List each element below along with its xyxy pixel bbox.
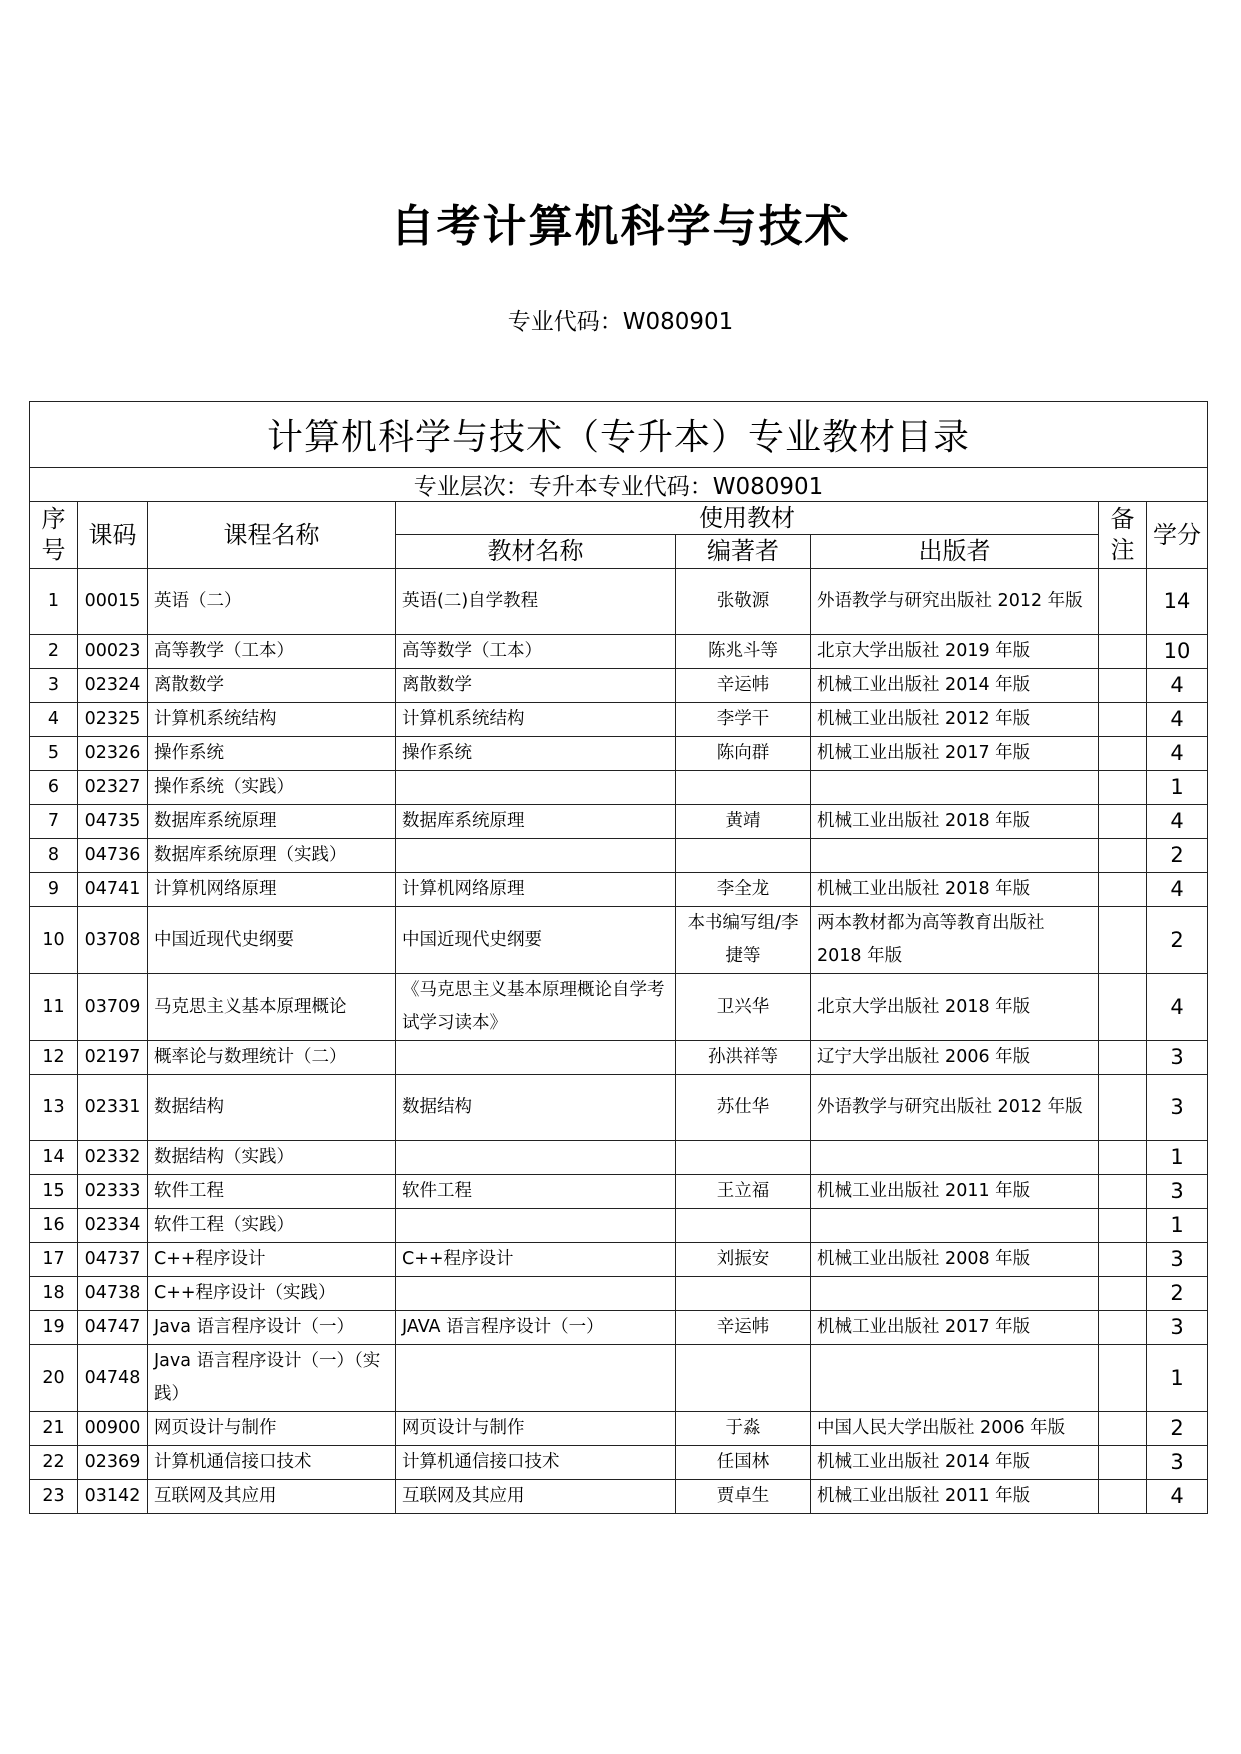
cell-course-code: 02197 bbox=[78, 1041, 148, 1075]
cell-publisher: 机械工业出版社 2018 年版 bbox=[811, 873, 1099, 907]
cell-publisher: 北京大学出版社 2018 年版 bbox=[811, 974, 1099, 1041]
cell-course-code: 04736 bbox=[78, 839, 148, 873]
table-row bbox=[30, 569, 1208, 635]
table-row bbox=[30, 669, 1208, 703]
header-course-name: 课程名称 bbox=[148, 502, 396, 569]
cell-publisher bbox=[811, 1277, 1099, 1311]
cell-course-name: 软件工程（实践） bbox=[148, 1209, 396, 1243]
cell-book-name bbox=[396, 1209, 676, 1243]
cell-publisher: 中国人民大学出版社 2006 年版 bbox=[811, 1412, 1099, 1446]
cell-course-name: 网页设计与制作 bbox=[148, 1412, 396, 1446]
cell-credit: 1 bbox=[1147, 1345, 1208, 1412]
major-code-line: 专业代码：W080901 bbox=[507, 309, 734, 335]
cell-seq: 20 bbox=[30, 1345, 78, 1412]
cell-credit: 10 bbox=[1147, 635, 1208, 669]
cell-credit: 4 bbox=[1147, 873, 1208, 907]
cell-seq: 11 bbox=[30, 974, 78, 1041]
cell-publisher: 机械工业出版社 2011 年版 bbox=[811, 1480, 1099, 1514]
table-row bbox=[30, 1277, 1208, 1311]
cell-author: 李全龙 bbox=[676, 873, 811, 907]
cell-publisher: 北京大学出版社 2019 年版 bbox=[811, 635, 1099, 669]
cell-course-code: 04735 bbox=[78, 805, 148, 839]
cell-seq: 15 bbox=[30, 1175, 78, 1209]
cell-book-name bbox=[396, 1277, 676, 1311]
catalog-body bbox=[30, 569, 1208, 1514]
cell-credit: 3 bbox=[1147, 1075, 1208, 1141]
cell-seq: 4 bbox=[30, 703, 78, 737]
cell-author: 于淼 bbox=[676, 1412, 811, 1446]
cell-note bbox=[1099, 737, 1147, 771]
cell-note bbox=[1099, 1243, 1147, 1277]
table-row bbox=[30, 1480, 1208, 1514]
cell-seq: 1 bbox=[30, 569, 78, 635]
cell-publisher bbox=[811, 1209, 1099, 1243]
cell-publisher: 机械工业出版社 2012 年版 bbox=[811, 703, 1099, 737]
cell-course-code: 04737 bbox=[78, 1243, 148, 1277]
document-title: 自考计算机科学与技术 bbox=[390, 201, 851, 252]
cell-course-code: 02332 bbox=[78, 1141, 148, 1175]
cell-course-code: 04741 bbox=[78, 873, 148, 907]
cell-credit: 14 bbox=[1147, 569, 1208, 635]
cell-course-name: 操作系统（实践） bbox=[148, 771, 396, 805]
cell-book-name bbox=[396, 1041, 676, 1075]
cell-seq: 7 bbox=[30, 805, 78, 839]
cell-author: 卫兴华 bbox=[676, 974, 811, 1041]
cell-note bbox=[1099, 1277, 1147, 1311]
table-row bbox=[30, 1345, 1208, 1412]
table-row bbox=[30, 1209, 1208, 1243]
cell-book-name: 《马克思主义基本原理概论自学考试学习读本》 bbox=[396, 974, 676, 1041]
cell-author: 陈向群 bbox=[676, 737, 811, 771]
cell-note bbox=[1099, 1480, 1147, 1514]
cell-course-name: Java 语言程序设计（一） bbox=[148, 1311, 396, 1345]
cell-course-name: 英语（二） bbox=[148, 569, 396, 635]
cell-book-name: 计算机通信接口技术 bbox=[396, 1446, 676, 1480]
cell-book-name: 计算机系统结构 bbox=[396, 703, 676, 737]
header-publisher: 出版者 bbox=[811, 535, 1099, 569]
cell-seq: 3 bbox=[30, 669, 78, 703]
cell-credit: 3 bbox=[1147, 1175, 1208, 1209]
cell-author bbox=[676, 839, 811, 873]
cell-credit: 1 bbox=[1147, 1141, 1208, 1175]
cell-book-name: 网页设计与制作 bbox=[396, 1412, 676, 1446]
table-row bbox=[30, 805, 1208, 839]
cell-author: 任国林 bbox=[676, 1446, 811, 1480]
table-row bbox=[30, 974, 1208, 1041]
cell-credit: 1 bbox=[1147, 771, 1208, 805]
table-row bbox=[30, 1311, 1208, 1345]
cell-note bbox=[1099, 974, 1147, 1041]
cell-course-name: 操作系统 bbox=[148, 737, 396, 771]
cell-course-code: 02333 bbox=[78, 1175, 148, 1209]
cell-author bbox=[676, 1141, 811, 1175]
cell-seq: 17 bbox=[30, 1243, 78, 1277]
cell-author: 辛运帏 bbox=[676, 669, 811, 703]
cell-credit: 4 bbox=[1147, 737, 1208, 771]
cell-course-code: 04747 bbox=[78, 1311, 148, 1345]
cell-author: 本书编写组/李捷等 bbox=[676, 907, 811, 974]
header-note: 备注 bbox=[1099, 502, 1147, 569]
textbook-catalog-table bbox=[29, 401, 1208, 1514]
cell-course-code: 02327 bbox=[78, 771, 148, 805]
cell-author bbox=[676, 1345, 811, 1412]
cell-seq: 23 bbox=[30, 1480, 78, 1514]
cell-note bbox=[1099, 1209, 1147, 1243]
header-course-code: 课码 bbox=[78, 502, 148, 569]
cell-note bbox=[1099, 635, 1147, 669]
cell-book-name: 离散数学 bbox=[396, 669, 676, 703]
cell-credit: 4 bbox=[1147, 1480, 1208, 1514]
header-book-name: 教材名称 bbox=[396, 535, 676, 569]
cell-course-name: 数据库系统原理（实践） bbox=[148, 839, 396, 873]
cell-credit: 3 bbox=[1147, 1311, 1208, 1345]
cell-publisher bbox=[811, 1141, 1099, 1175]
cell-publisher: 两本教材都为高等教育出版社 2018 年版 bbox=[811, 907, 1099, 974]
cell-credit: 2 bbox=[1147, 907, 1208, 974]
cell-seq: 16 bbox=[30, 1209, 78, 1243]
table-row bbox=[30, 771, 1208, 805]
cell-course-code: 02334 bbox=[78, 1209, 148, 1243]
cell-book-name: 互联网及其应用 bbox=[396, 1480, 676, 1514]
cell-author: 王立福 bbox=[676, 1175, 811, 1209]
cell-note bbox=[1099, 1041, 1147, 1075]
cell-note bbox=[1099, 1412, 1147, 1446]
cell-credit: 2 bbox=[1147, 839, 1208, 873]
cell-course-name: 概率论与数理统计（二） bbox=[148, 1041, 396, 1075]
cell-seq: 21 bbox=[30, 1412, 78, 1446]
cell-book-name bbox=[396, 1141, 676, 1175]
cell-seq: 8 bbox=[30, 839, 78, 873]
cell-course-name: 互联网及其应用 bbox=[148, 1480, 396, 1514]
cell-course-name: 计算机系统结构 bbox=[148, 703, 396, 737]
cell-seq: 22 bbox=[30, 1446, 78, 1480]
cell-course-name: C++程序设计 bbox=[148, 1243, 396, 1277]
cell-publisher: 机械工业出版社 2014 年版 bbox=[811, 669, 1099, 703]
cell-course-code: 04738 bbox=[78, 1277, 148, 1311]
cell-author: 陈兆斗等 bbox=[676, 635, 811, 669]
cell-publisher: 机械工业出版社 2014 年版 bbox=[811, 1446, 1099, 1480]
cell-course-code: 02325 bbox=[78, 703, 148, 737]
cell-course-code: 02324 bbox=[78, 669, 148, 703]
cell-note bbox=[1099, 669, 1147, 703]
cell-course-code: 03142 bbox=[78, 1480, 148, 1514]
cell-publisher: 外语教学与研究出版社 2012 年版 bbox=[811, 1075, 1099, 1141]
cell-course-name: C++程序设计（实践） bbox=[148, 1277, 396, 1311]
table-row bbox=[30, 703, 1208, 737]
cell-course-code: 02369 bbox=[78, 1446, 148, 1480]
cell-course-code: 02326 bbox=[78, 737, 148, 771]
cell-author bbox=[676, 1277, 811, 1311]
cell-seq: 18 bbox=[30, 1277, 78, 1311]
cell-publisher bbox=[811, 839, 1099, 873]
cell-author: 刘振安 bbox=[676, 1243, 811, 1277]
cell-credit: 1 bbox=[1147, 1209, 1208, 1243]
cell-course-name: 离散数学 bbox=[148, 669, 396, 703]
cell-note bbox=[1099, 1175, 1147, 1209]
cell-seq: 12 bbox=[30, 1041, 78, 1075]
cell-book-name: 数据库系统原理 bbox=[396, 805, 676, 839]
table-row bbox=[30, 1412, 1208, 1446]
cell-note bbox=[1099, 703, 1147, 737]
cell-book-name bbox=[396, 1345, 676, 1412]
cell-publisher: 机械工业出版社 2017 年版 bbox=[811, 737, 1099, 771]
cell-note bbox=[1099, 1075, 1147, 1141]
cell-author: 苏仕华 bbox=[676, 1075, 811, 1141]
cell-credit: 4 bbox=[1147, 669, 1208, 703]
cell-course-code: 03708 bbox=[78, 907, 148, 974]
cell-book-name bbox=[396, 771, 676, 805]
cell-author: 张敬源 bbox=[676, 569, 811, 635]
table-caption: 计算机科学与技术（专升本）专业教材目录 bbox=[30, 402, 1208, 468]
cell-book-name bbox=[396, 839, 676, 873]
table-row bbox=[30, 1243, 1208, 1277]
cell-credit: 3 bbox=[1147, 1446, 1208, 1480]
cell-book-name: 操作系统 bbox=[396, 737, 676, 771]
cell-publisher bbox=[811, 771, 1099, 805]
table-row bbox=[30, 907, 1208, 974]
cell-credit: 3 bbox=[1147, 1243, 1208, 1277]
cell-book-name: 高等数学（工本） bbox=[396, 635, 676, 669]
cell-seq: 9 bbox=[30, 873, 78, 907]
cell-book-name: C++程序设计 bbox=[396, 1243, 676, 1277]
cell-seq: 19 bbox=[30, 1311, 78, 1345]
cell-publisher: 机械工业出版社 2017 年版 bbox=[811, 1311, 1099, 1345]
table-row bbox=[30, 737, 1208, 771]
header-credit: 学分 bbox=[1147, 502, 1208, 569]
table-row bbox=[30, 1075, 1208, 1141]
cell-course-name: Java 语言程序设计（一）（实践） bbox=[148, 1345, 396, 1412]
cell-publisher: 机械工业出版社 2008 年版 bbox=[811, 1243, 1099, 1277]
cell-publisher: 机械工业出版社 2011 年版 bbox=[811, 1175, 1099, 1209]
cell-seq: 13 bbox=[30, 1075, 78, 1141]
cell-publisher: 外语教学与研究出版社 2012 年版 bbox=[811, 569, 1099, 635]
table-row bbox=[30, 1141, 1208, 1175]
cell-book-name: 英语(二)自学教程 bbox=[396, 569, 676, 635]
cell-note bbox=[1099, 1446, 1147, 1480]
cell-note bbox=[1099, 873, 1147, 907]
cell-note bbox=[1099, 907, 1147, 974]
cell-course-name: 计算机通信接口技术 bbox=[148, 1446, 396, 1480]
cell-note bbox=[1099, 1141, 1147, 1175]
cell-book-name: JAVA 语言程序设计（一） bbox=[396, 1311, 676, 1345]
cell-author: 辛运帏 bbox=[676, 1311, 811, 1345]
cell-note bbox=[1099, 805, 1147, 839]
cell-seq: 2 bbox=[30, 635, 78, 669]
cell-publisher: 辽宁大学出版社 2006 年版 bbox=[811, 1041, 1099, 1075]
cell-seq: 14 bbox=[30, 1141, 78, 1175]
cell-course-code: 00900 bbox=[78, 1412, 148, 1446]
cell-course-name: 计算机网络原理 bbox=[148, 873, 396, 907]
cell-credit: 4 bbox=[1147, 974, 1208, 1041]
cell-seq: 6 bbox=[30, 771, 78, 805]
cell-note bbox=[1099, 1345, 1147, 1412]
cell-author bbox=[676, 1209, 811, 1243]
cell-book-name: 计算机网络原理 bbox=[396, 873, 676, 907]
cell-book-name: 软件工程 bbox=[396, 1175, 676, 1209]
cell-course-code: 00023 bbox=[78, 635, 148, 669]
cell-author bbox=[676, 771, 811, 805]
cell-credit: 2 bbox=[1147, 1277, 1208, 1311]
table-row bbox=[30, 635, 1208, 669]
cell-note bbox=[1099, 1311, 1147, 1345]
cell-course-name: 数据结构（实践） bbox=[148, 1141, 396, 1175]
cell-book-name: 数据结构 bbox=[396, 1075, 676, 1141]
cell-course-name: 马克思主义基本原理概论 bbox=[148, 974, 396, 1041]
header-author: 编著者 bbox=[676, 535, 811, 569]
header-seq: 序号 bbox=[30, 502, 78, 569]
cell-publisher bbox=[811, 1345, 1099, 1412]
cell-course-name: 数据库系统原理 bbox=[148, 805, 396, 839]
cell-publisher: 机械工业出版社 2018 年版 bbox=[811, 805, 1099, 839]
cell-author: 李学干 bbox=[676, 703, 811, 737]
table-row bbox=[30, 1041, 1208, 1075]
cell-seq: 10 bbox=[30, 907, 78, 974]
cell-course-code: 04748 bbox=[78, 1345, 148, 1412]
table-row bbox=[30, 1175, 1208, 1209]
cell-course-name: 数据结构 bbox=[148, 1075, 396, 1141]
cell-note bbox=[1099, 839, 1147, 873]
cell-credit: 2 bbox=[1147, 1412, 1208, 1446]
header-materials: 使用教材 bbox=[396, 502, 1099, 535]
cell-note bbox=[1099, 771, 1147, 805]
cell-seq: 5 bbox=[30, 737, 78, 771]
cell-course-name: 高等教学（工本） bbox=[148, 635, 396, 669]
cell-author: 孙洪祥等 bbox=[676, 1041, 811, 1075]
cell-author: 黄靖 bbox=[676, 805, 811, 839]
cell-book-name: 中国近现代史纲要 bbox=[396, 907, 676, 974]
table-row bbox=[30, 839, 1208, 873]
cell-course-code: 03709 bbox=[78, 974, 148, 1041]
cell-note bbox=[1099, 569, 1147, 635]
cell-author: 贾卓生 bbox=[676, 1480, 811, 1514]
cell-course-name: 中国近现代史纲要 bbox=[148, 907, 396, 974]
table-row bbox=[30, 873, 1208, 907]
cell-course-code: 02331 bbox=[78, 1075, 148, 1141]
cell-credit: 3 bbox=[1147, 1041, 1208, 1075]
cell-course-name: 软件工程 bbox=[148, 1175, 396, 1209]
table-subcaption: 专业层次：专升本专业代码：W080901 bbox=[30, 468, 1208, 502]
cell-credit: 4 bbox=[1147, 703, 1208, 737]
table-row bbox=[30, 1446, 1208, 1480]
cell-course-code: 00015 bbox=[78, 569, 148, 635]
cell-credit: 4 bbox=[1147, 805, 1208, 839]
